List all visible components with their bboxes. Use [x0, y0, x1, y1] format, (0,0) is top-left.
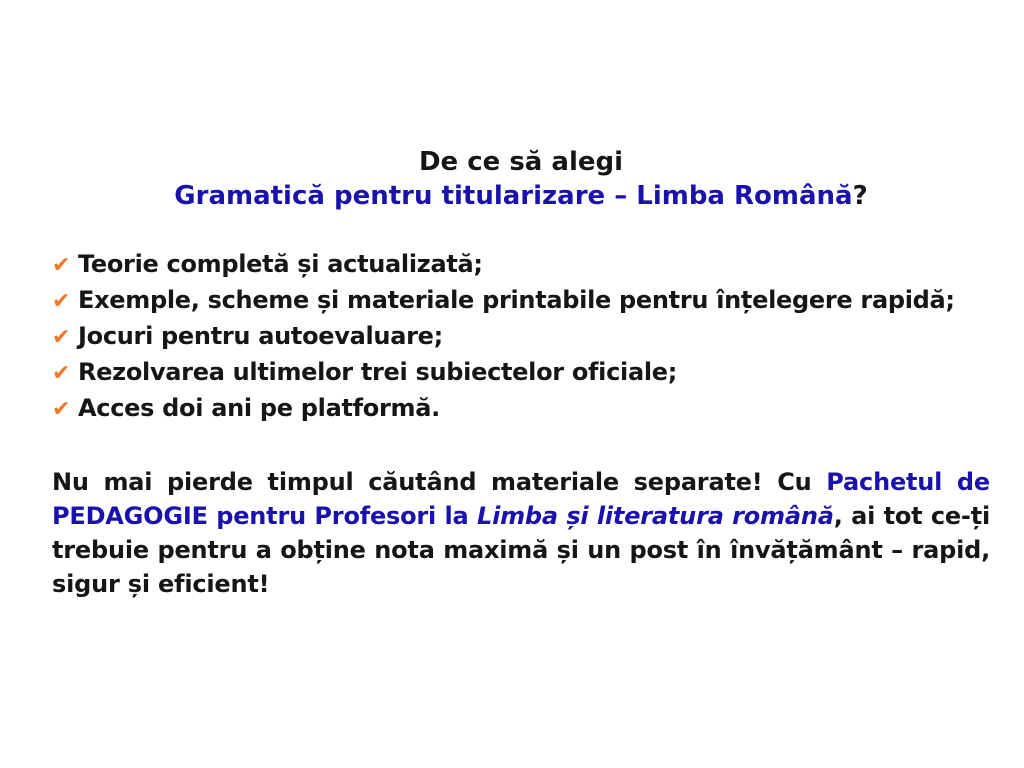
heading-line-1: De ce să alegi — [418, 147, 624, 177]
checkmark-icon: ✔ — [52, 397, 71, 422]
closing-part-2: , ai tot ce-ți trebuie pentru a obține nota maximă și un post în învățământ – rapid, sigur și eficient! — [52, 502, 990, 598]
checkmark-icon: ✔ — [52, 325, 71, 350]
benefit-item — [52, 247, 990, 283]
question-mark: ? — [852, 181, 868, 211]
checkmark-icon: ✔ — [52, 253, 71, 278]
benefit-item — [52, 355, 990, 391]
subject-name: Limba și literatura română — [476, 502, 834, 530]
closing-part-1: Nu mai pierde timpul căutând materiale separate! Cu — [52, 468, 827, 496]
checkmark-icon: ✔ — [52, 289, 71, 314]
checkmark-icon: ✔ — [52, 361, 71, 386]
benefit-text: Jocuri pentru autoevaluare; — [78, 322, 443, 350]
benefit-text: Rezolvarea ultimelor trei subiectelor oficiale; — [78, 358, 678, 386]
benefit-item — [52, 319, 990, 355]
promo-content — [52, 145, 990, 625]
benefit-text: Teorie completă și actualizată; — [78, 250, 483, 278]
benefit-item — [52, 283, 990, 319]
closing-paragraph — [52, 465, 990, 601]
benefit-text: Exemple, scheme și materiale printabile pentru înțelegere rapidă; — [78, 286, 955, 314]
product-title: Gramatică pentru titularizare – Limba Română — [174, 181, 853, 211]
benefit-item — [52, 391, 990, 427]
heading — [52, 145, 990, 213]
package-name: Pachetul de PEDAGOGIE pentru Profesori la — [52, 468, 990, 530]
heading-line-2 — [52, 179, 990, 213]
benefit-text: Acces doi ani pe platformă. — [78, 394, 440, 422]
benefits-list — [52, 247, 990, 427]
